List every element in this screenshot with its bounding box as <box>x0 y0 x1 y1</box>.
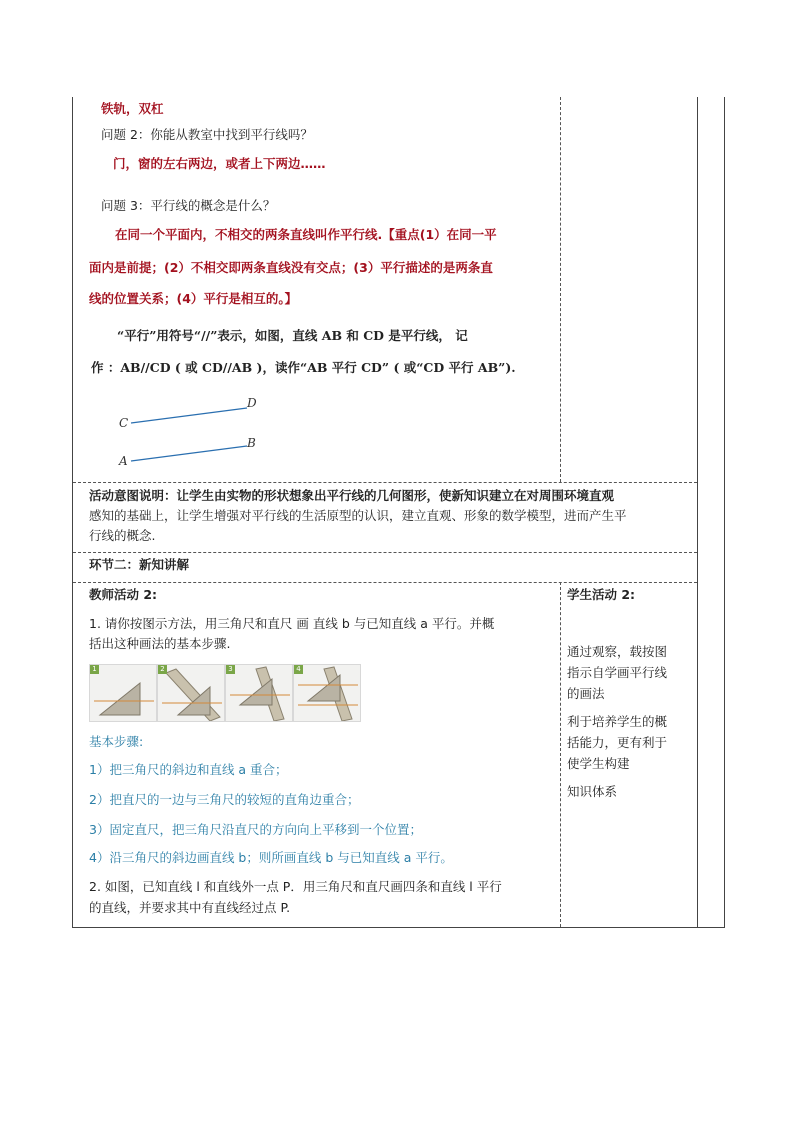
ruler-triangle-icon <box>226 665 292 721</box>
ruler-triangle-icon <box>158 665 224 721</box>
ruler-triangle-icon <box>294 665 360 721</box>
step-number: 3 <box>226 665 235 674</box>
definition-line-2: 面内是前提；(2）不相交即两条直线没有交点；(3）平行描述的是两条直 <box>89 260 493 275</box>
label-a: A <box>119 454 128 468</box>
row-divider <box>73 552 697 553</box>
student-activity-title: 学生活动 2: <box>567 587 636 602</box>
answer-2: 门，窗的左右两边，或者上下两边…… <box>113 156 326 171</box>
question-3: 问题 3：平行线的概念是什么？ <box>101 198 276 213</box>
step-3: 3）固定直尺，把三角尺沿直尺的方向向上平移到一个位置； <box>89 822 422 837</box>
student-line-5: 括能力，更有利于 <box>567 735 668 750</box>
label-c: C <box>119 416 129 430</box>
step-figure-1 <box>89 664 157 722</box>
ruler-triangle-icon <box>90 665 156 721</box>
step-2: 2）把直尺的一边与三角尺的较短的直角边重合； <box>89 792 360 807</box>
section-title: 环节二：新知讲解 <box>89 557 190 572</box>
student-line-7: 知识体系 <box>567 784 618 799</box>
step-number: 1 <box>90 665 99 674</box>
step-figure-3 <box>225 664 293 722</box>
student-line-6: 使学生构建 <box>567 756 630 771</box>
task-1-line-2: 括出这种画法的基本步骤. <box>89 636 231 651</box>
intent-text: 活动意图说明：让学生由实物的形状想象出平行线的几何图形，使新知识建立在对周围环境直观 <box>89 488 615 503</box>
task-2-line-2: 的直线，并要求其中有直线经过点 P. <box>89 900 291 915</box>
student-line-1: 通过观察，载按图 <box>567 644 668 659</box>
lesson-table <box>72 97 725 928</box>
step-1: 1）把三角尺的斜边和直线 a 重合； <box>89 762 288 777</box>
line-ab <box>131 446 247 461</box>
column-divider <box>560 582 561 927</box>
step-figure-4 <box>293 664 361 722</box>
step-number: 2 <box>158 665 167 674</box>
steps-title: 基本步骤: <box>89 734 144 749</box>
student-line-2: 指示自学画平行线 <box>567 665 668 680</box>
symbol-line-1: “平行”用符号“//”表示，如图，直线 AB 和 CD 是平行线， 记 <box>117 328 468 343</box>
row-divider <box>73 582 697 583</box>
task-1-line-1: 1. 请你按图示方法，用三角尺和直尺 画 直线 b 与已知直线 a 平行。并概 <box>89 616 495 631</box>
line-cd <box>131 408 247 423</box>
parallel-lines-figure <box>113 395 273 470</box>
definition-line-1: 在同一个平面内，不相交的两条直线叫作平行线.【重点(1）在同一平 <box>115 227 497 242</box>
intent-line-2: 感知的基础上，让学生增强对平行线的生活原型的认识，建立直观、形象的数学模型，进而产生平 <box>89 508 627 523</box>
right-margin-line <box>697 97 698 927</box>
example-answer: 铁轨，双杠 <box>101 101 164 116</box>
definition-line-3: 线的位置关系；(4）平行是相互的。】 <box>89 291 298 306</box>
label-d: D <box>247 396 257 410</box>
teacher-activity-title: 教师活动 2: <box>89 587 158 602</box>
column-divider <box>560 97 561 482</box>
step-figure-2 <box>157 664 225 722</box>
label-b: B <box>247 436 256 450</box>
symbol-line-2: 作 ：AB//CD ( 或 CD//AB )，读作“AB 平行 CD” ( 或“CD 平行 AB”). <box>91 360 516 375</box>
intent-line-3: 行线的概念. <box>89 528 156 543</box>
student-line-4: 利于培养学生的概 <box>567 714 668 729</box>
step-4: 4）沿三角尺的斜边画直线 b；则所画直线 b 与已知直线 a 平行。 <box>89 850 453 865</box>
task-2-line-1: 2. 如图，已知直线 l 和直线外一点 P．用三角尺和直尺画四条和直线 l 平行 <box>89 879 502 894</box>
step-number: 4 <box>294 665 303 674</box>
intent-line-1 <box>89 487 614 505</box>
question-2: 问题 2：你能从教室中找到平行线吗？ <box>101 127 313 142</box>
row-divider <box>73 482 697 483</box>
student-line-3: 的画法 <box>567 686 605 701</box>
